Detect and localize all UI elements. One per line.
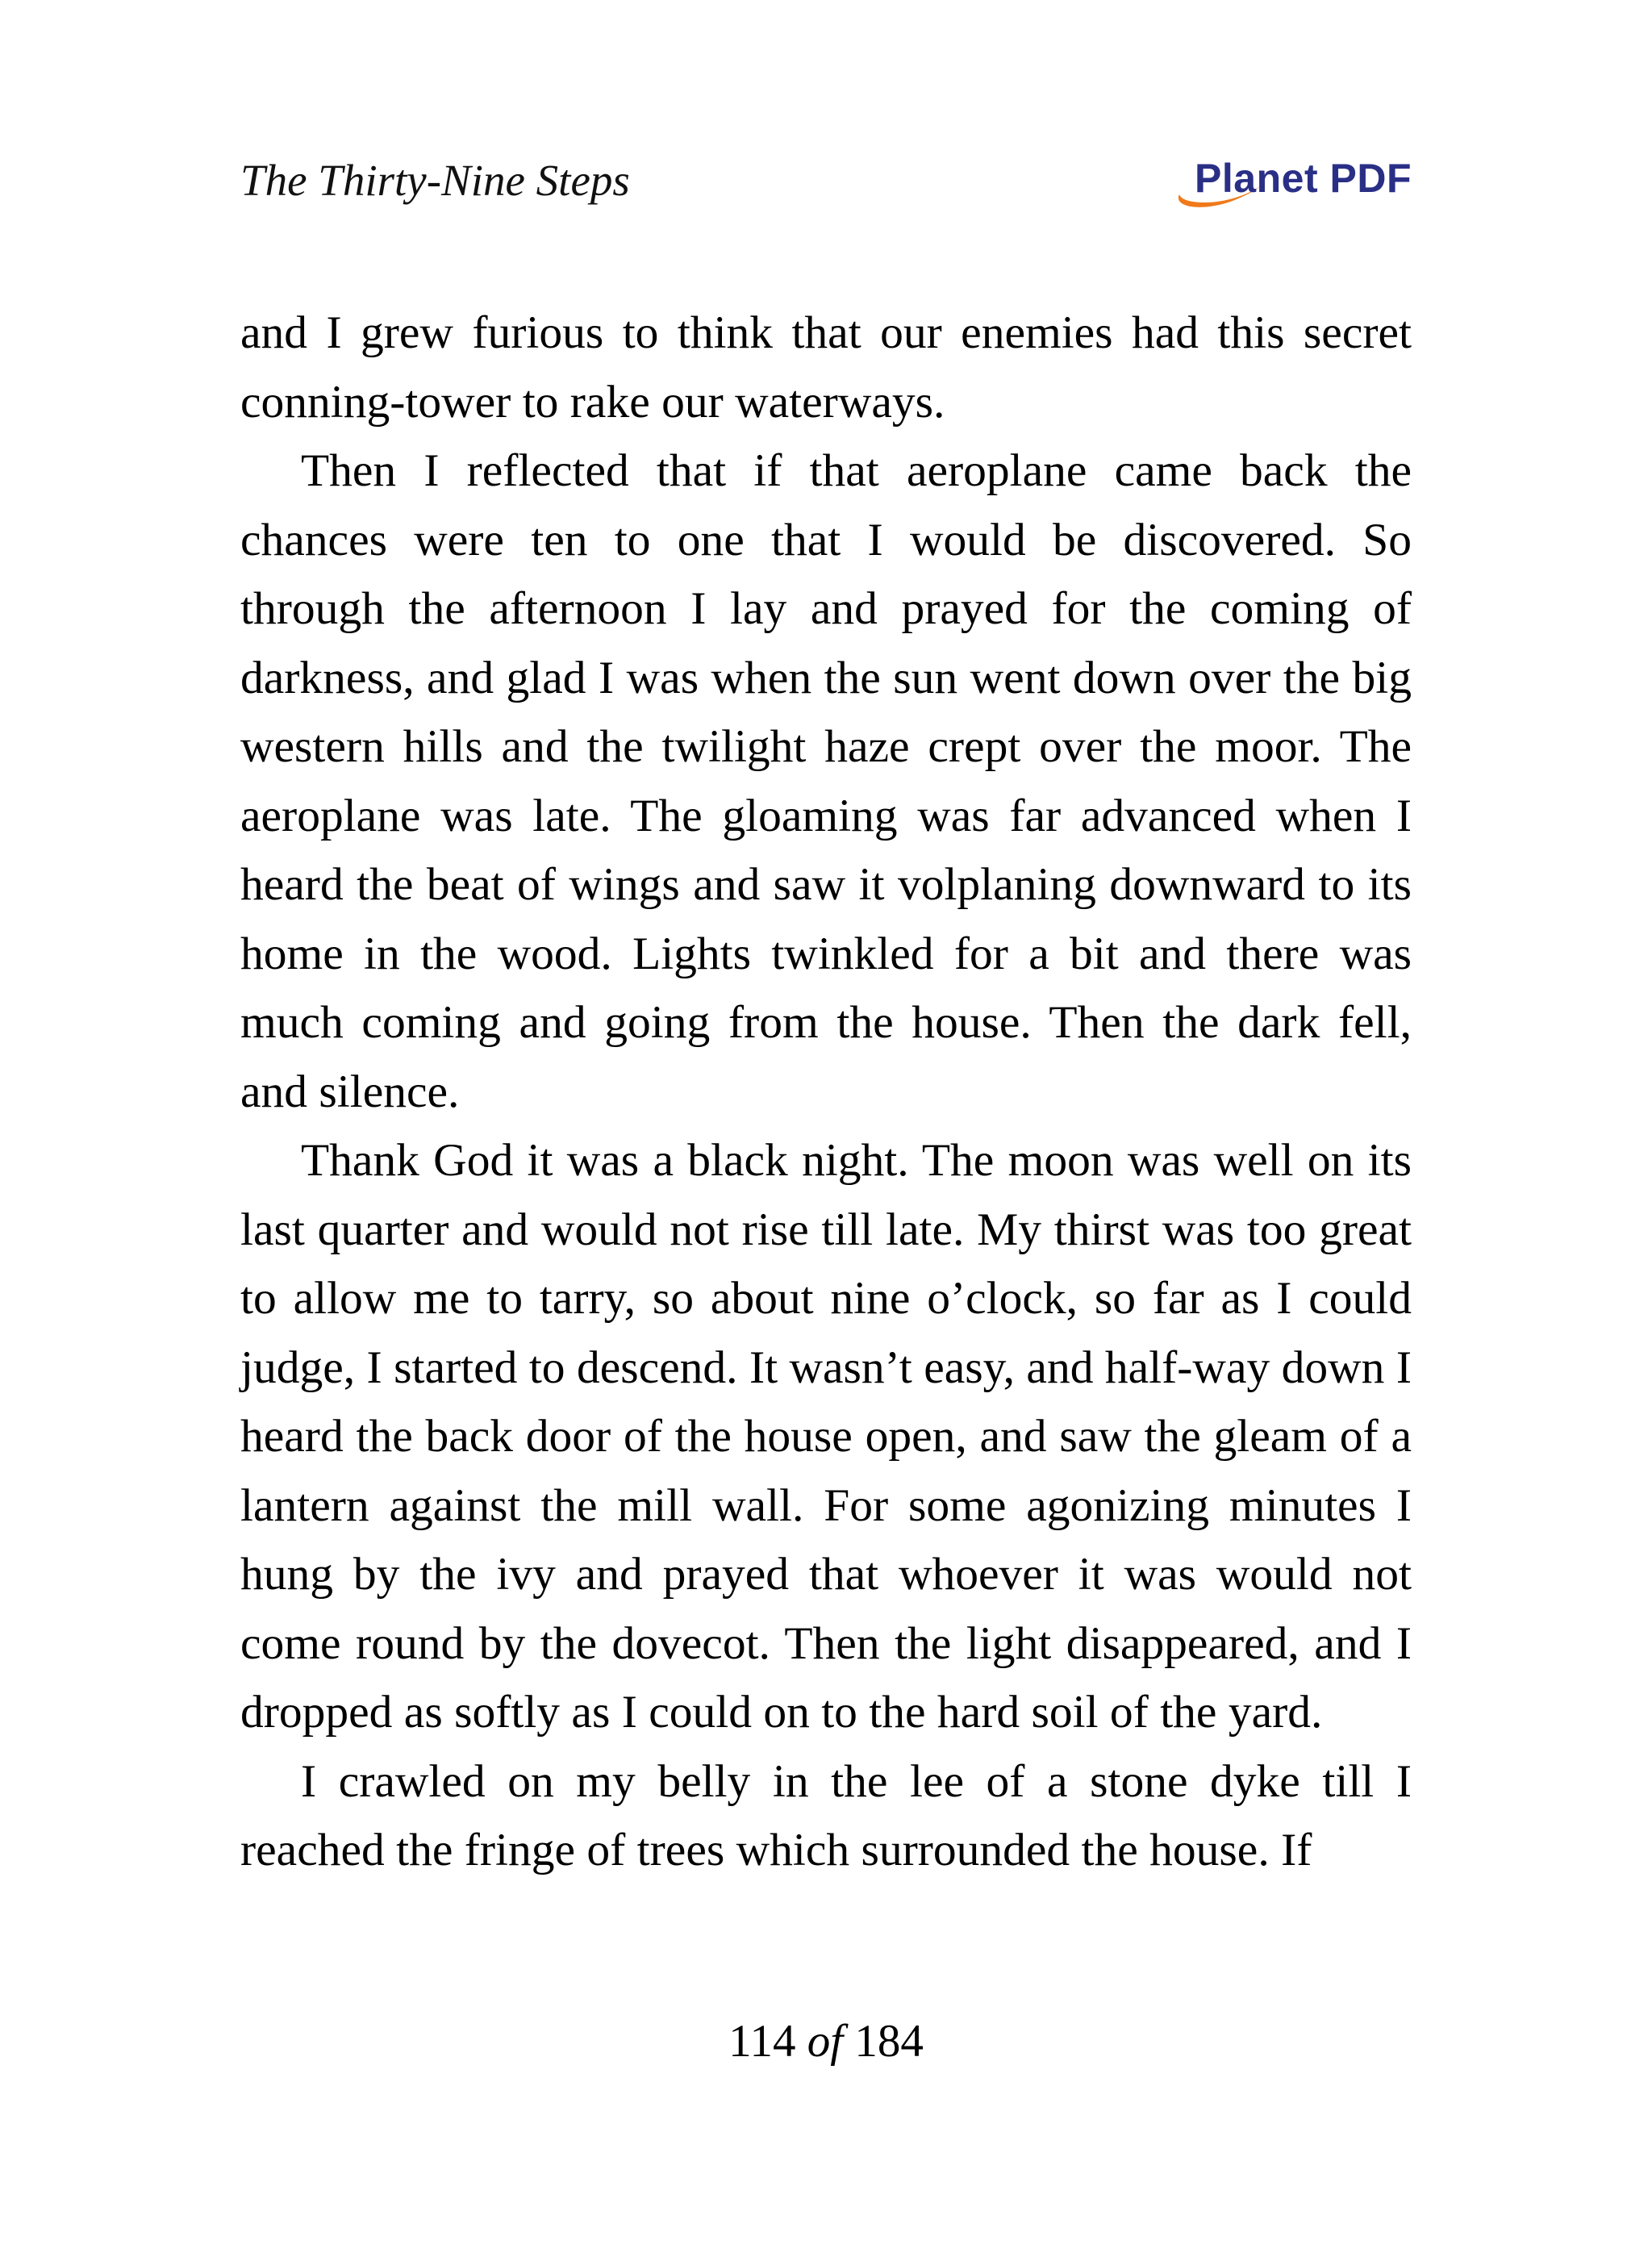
page-number [0, 2013, 1652, 2070]
page-header [240, 149, 1412, 222]
paragraph: Then I reflected that if that aeroplane came back the chances were ten to one that I would be discovered. So through the afternoon I lay and prayed for the coming of darkness, and glad I was when the sun went down over the big western hills and the twilight haze crept over the moor. The aeroplane was late. The gloaming was far advanced when I heard the beat of wings and saw it volplaning downward to its home in the wood. Lights twinkled for a bit and there was much coming and going from the house. Then the dark fell, and silence. [240, 445, 1412, 1117]
planet-pdf-logo[interactable] [1170, 149, 1412, 214]
page-of-label: of [807, 2016, 844, 2067]
brand-name: Planet PDF [1195, 156, 1412, 201]
paragraph: and I grew furious to think that our enemies had this secret conning-tower to rake our waterways. [240, 307, 1412, 428]
paragraph: I crawled on my belly in the lee of a stone dyke till I reached the fringe of trees which surrounded the house. If [240, 1755, 1412, 1875]
current-page-number: 114 [728, 2016, 796, 2067]
paragraph: Thank God it was a black night. The moon was well on its last quarter and would not rise till late. My thirst was too great to allow me to tarry, so about nine o’clock, so far as I could judge, I started to descend. It wasn’t easy, and half-way down I heard the back door of the house open, and saw the gleam of a lantern against the mill wall. For some agonizing minutes I hung by the ivy and prayed that whoever it was would not come round by the dovecot. Then the light disappeared, and I dropped as softly as I could on to the hard soil of the yard. [240, 1135, 1412, 1738]
total-pages-number: 184 [854, 2016, 924, 2067]
page-body [240, 298, 1412, 1885]
book-title: The Thirty-Nine Steps [240, 156, 630, 205]
